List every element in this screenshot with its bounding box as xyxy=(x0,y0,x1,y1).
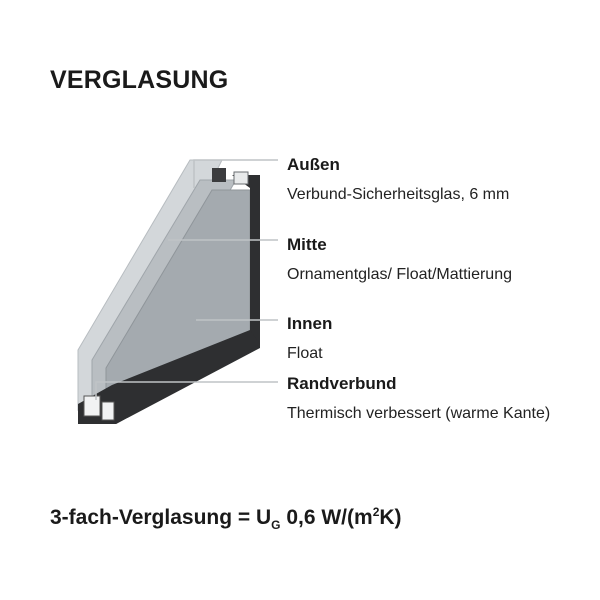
formula-subscript: G xyxy=(271,518,281,532)
layer-label-mitte xyxy=(287,235,512,285)
spacer-bottom-left xyxy=(84,396,100,416)
page-title: VERGLASUNG xyxy=(50,66,229,94)
layer-label-innen xyxy=(287,314,332,364)
formula-suffix: K) xyxy=(379,506,402,529)
layer-description: Thermisch verbessert (warme Kante) xyxy=(287,405,551,422)
layer-label-randverbund xyxy=(287,374,550,424)
spacer-bottom-right xyxy=(102,402,114,420)
formula-superscript: 2 xyxy=(372,505,380,519)
spacer-top-left xyxy=(212,168,226,182)
layer-description: Verbund-Sicherheitsglas, 6 mm xyxy=(287,186,510,203)
formula-prefix: 3-fach-Verglasung = U xyxy=(50,506,272,529)
u-value-formula xyxy=(50,505,402,532)
layer-name: Außen xyxy=(287,155,340,174)
layer-label-aussen xyxy=(287,155,509,205)
formula-value: 0,6 W/(m xyxy=(280,506,373,529)
layer-description: Ornamentglas/ Float/Mattierung xyxy=(287,266,512,283)
layer-description: Float xyxy=(287,345,323,362)
layer-name: Innen xyxy=(287,314,333,333)
layer-name: Randverbund xyxy=(287,374,397,393)
layer-name: Mitte xyxy=(287,235,327,254)
spacer-top-right xyxy=(234,172,248,184)
